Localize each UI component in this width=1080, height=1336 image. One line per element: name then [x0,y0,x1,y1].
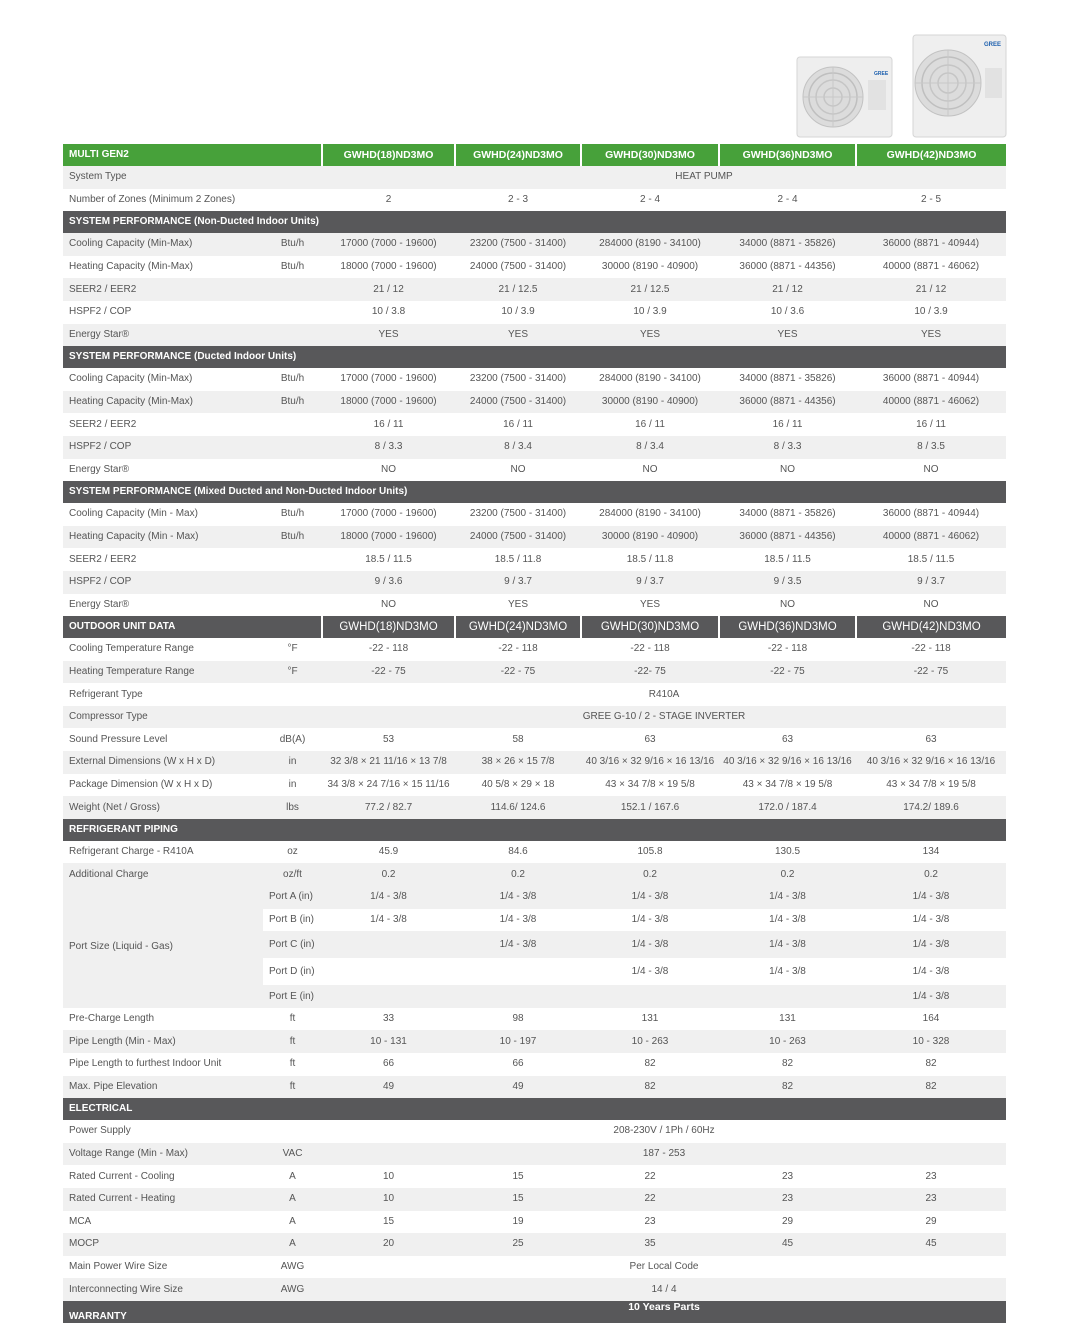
section-header: OUTDOOR UNIT DATA GWHD(18)ND3MO GWHD(24)ND3MO GWHD(30)ND3MO GWHD(36)ND3MO GWHD(42)ND3MO [63,616,1006,638]
table-row: Rated Current - Heating A 10 15 22 23 23 [63,1188,1006,1211]
table-row: Heating Capacity (Min - Max) Btu/h 18000 (7000 - 19600) 24000 (7500 - 31400) 30000 (8190 - 40900) 36000 (8871 - 44356) 40000 (8871 - 46062) [63,526,1006,549]
table-row: SEER2 / EER2 21 / 12 21 / 12.5 21 / 12.5 21 / 12 21 / 12 [63,278,1006,301]
model-header: GWHD(18)ND3MO [322,144,455,166]
table-row: Rated Current - Cooling A 10 15 22 23 23 [69,1170,937,1182]
table-row: HSPF2 / COP 9 / 3.6 9 / 3.7 9 / 3.7 9 / 3.5 9 / 3.7 [63,571,1006,594]
section-header: SYSTEM PERFORMANCE (Ducted Indoor Units) [63,346,1006,368]
model-header: GWHD(36)ND3MO [719,616,856,638]
table-row: Compressor Type GREE G-10 / 2 - STAGE INVERTER [63,706,1006,729]
table-row: Energy Star® NO NO NO NO NO [69,463,939,475]
section-header: SYSTEM PERFORMANCE (Non-Ducted Indoor Units) [63,211,1006,233]
table-row: Port Size (Liquid - Gas) Port A (in) 1/4 - 3/8 1/4 - 3/8 1/4 - 3/8 1/4 - 3/8 1/4 - 3/8 [63,886,1006,909]
gree-logo: GREE [984,42,1002,48]
table-row: Port D (in) 1/4 - 3/8 1/4 - 3/8 1/4 - 3/8 [269,965,950,977]
table-row: Package Dimension (W x H x D) in 34 3/8 × 24 7/16 × 15 11/16 40 5/8 × 29 × 18 43 × 34 7/8 × 19 5/8 43 × 34 7/8 × 19 5/8 43 × 34 7/8 × 19 5/8 [69,778,976,790]
table-row: Cooling Capacity (Min-Max) Btu/h 17000 (7000 - 19600) 23200 (7500 - 31400) 284000 (8190 - 34100) 34000 (8871 - 35826) 36000 (8871 - 40944) [63,233,1006,256]
model-header: GWHD(24)ND3MO [455,144,581,166]
table-row: Port E (in) 1/4 - 3/8 [63,985,1006,1008]
product-images [0,0,1080,145]
model-header: GWHD(24)ND3MO [455,616,581,638]
table-row: Weight (Net / Gross) lbs 77.2 / 82.7 114.6/ 124.6 152.1 / 167.6 172.0 / 187.4 174.2/ 189.6 [63,796,1006,819]
table-row: Port C (in) 1/4 - 3/8 1/4 - 3/8 1/4 - 3/8 1/4 - 3/8 [63,931,1006,958]
table-row: SEER2 / EER2 18.5 / 11.5 18.5 / 11.8 18.5 / 11.8 18.5 / 11.5 18.5 / 11.5 [69,553,955,565]
table-row: Refrigerant Charge - R410A oz 45.9 84.6 105.8 130.5 134 [69,846,940,858]
table-row: Main Power Wire Size AWG Per Local Code [69,1261,699,1273]
model-header: GWHD(42)ND3MO [856,616,1006,638]
section-header: SYSTEM PERFORMANCE (Mixed Ducted and Non-Ducted Indoor Units) [63,481,1006,503]
table-row: Max. Pipe Elevation ft 49 49 82 82 82 [63,1076,1006,1099]
series-title: MULTI GEN2 [63,144,322,166]
warranty-row: WARRANTY 10 Years Parts [63,1301,1006,1323]
table-row: System Type HEAT PUMP [63,166,1006,189]
section-header: ELECTRICAL [63,1098,1006,1120]
table-row: Heating Capacity (Min-Max) Btu/h 18000 (7000 - 19600) 24000 (7500 - 31400) 30000 (8190 - 40900) 36000 (8871 - 44356) 40000 (8871 - 46062) [69,261,980,273]
model-header: GWHD(30)ND3MO [581,616,719,638]
table-row: MOCP A 20 25 35 45 45 [63,1233,1006,1256]
table-row: Interconnecting Wire Size AWG 14 / 4 [63,1278,1006,1301]
table-row: Additional Charge oz/ft 0.2 0.2 0.2 0.2 0.2 [63,863,1006,886]
table-row: Number of Zones (Minimum 2 Zones) 2 2 - 3 2 - 4 2 - 4 2 - 5 [69,193,942,205]
table-row: HSPF2 / COP 10 / 3.8 10 / 3.9 10 / 3.9 10 / 3.6 10 / 3.9 [69,306,948,318]
model-header: GWHD(30)ND3MO [581,144,719,166]
table-row: HSPF2 / COP 8 / 3.3 8 / 3.4 8 / 3.4 8 / 3.3 8 / 3.5 [63,436,1006,459]
table-row: Power Supply 208-230V / 1Ph / 60Hz [69,1125,715,1137]
table-row: Refrigerant Type R410A [69,688,680,700]
svg-text:GREE: GREE [874,71,889,77]
table-row: Cooling Capacity (Min - Max) Btu/h 17000 (7000 - 19600) 23200 (7500 - 31400) 284000 (8190 - 34100) 34000 (8871 - 35826) 36000 (8871 - 40944) [69,508,980,520]
table-row: SEER2 / EER2 16 / 11 16 / 11 16 / 11 16 / 11 16 / 11 [69,418,946,430]
table-row: MCA A 15 19 23 29 29 [69,1215,937,1227]
outdoor-unit-small-image [797,57,892,137]
table-row: Pre-Charge Length ft 33 98 131 131 164 [69,1013,940,1025]
spec-table [63,144,1006,1323]
table-row: Energy Star® NO YES YES NO NO [69,598,939,610]
section-header: REFRIGERANT PIPING [63,819,1006,841]
table-row: Cooling Capacity (Min-Max) Btu/h 17000 (7000 - 19600) 23200 (7500 - 31400) 284000 (8190 - 34100) 34000 (8871 - 35826) 36000 (8871 - 40944) [69,373,980,385]
model-header: GWHD(18)ND3MO [322,616,455,638]
table-row: Energy Star® YES YES YES YES YES [63,324,1006,347]
table-row: Pipe Length (Min - Max) ft 10 - 131 10 - 197 10 - 263 10 - 263 10 - 328 [63,1030,1006,1053]
model-header: GWHD(42)ND3MO [856,144,1006,166]
table-row: Pipe Length to furthest Indoor Unit ft 66 66 82 82 82 [69,1058,937,1070]
model-header: GWHD(36)ND3MO [719,144,856,166]
table-row: Sound Pressure Level dB(A) 53 58 63 63 63 [69,733,937,745]
table-row: External Dimensions (W x H x D) in 32 3/8 × 21 11/16 × 13 7/8 38 × 26 × 15 7/8 40 3/16 × 32 9/16 × 16 13/16 40 3/16 × 32 9/16 × 16 13/16 40 3/16 × 32 9/16 × 16 13/16 [63,751,1006,774]
table-row: Cooling Temperature Range °F -22 - 118 -22 - 118 -22 - 118 -22 - 118 -22 - 118 [69,643,951,655]
port-size-label: Port Size (Liquid - Gas) [63,886,263,1008]
table-row: Heating Temperature Range °F -22 - 75 -22 - 75 -22- 75 -22 - 75 -22 - 75 [63,661,1006,684]
table-row: Heating Capacity (Min-Max) Btu/h 18000 (7000 - 19600) 24000 (7500 - 31400) 30000 (8190 - 40900) 36000 (8871 - 44356) 40000 (8871 - 46062) [63,391,1006,414]
header-row [63,144,1006,166]
table-row: Voltage Range (Min - Max) VAC 187 - 253 [63,1143,1006,1166]
table-row: Port B (in) 1/4 - 3/8 1/4 - 3/8 1/4 - 3/8 1/4 - 3/8 1/4 - 3/8 [269,913,950,925]
outdoor-unit-large-image [913,35,1006,137]
